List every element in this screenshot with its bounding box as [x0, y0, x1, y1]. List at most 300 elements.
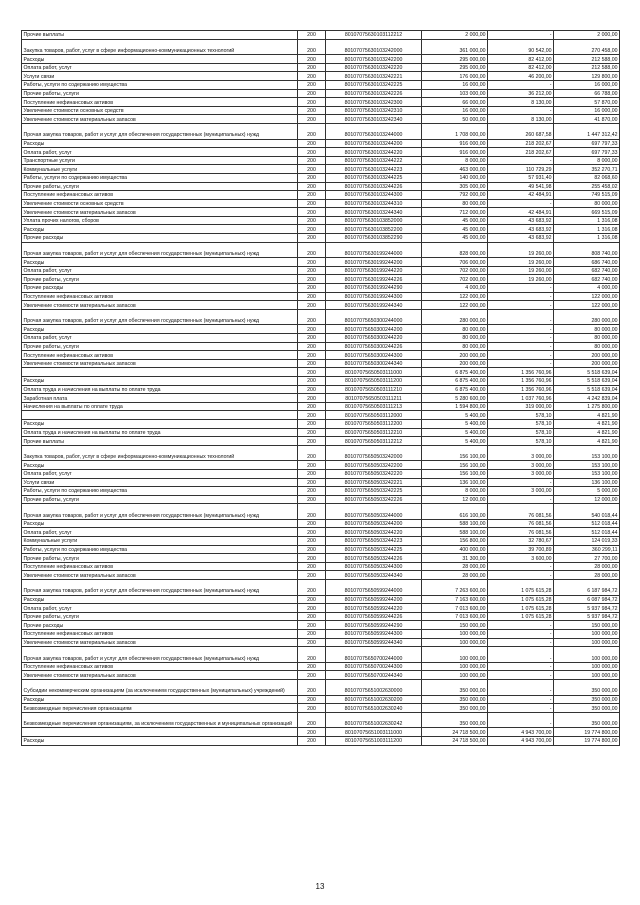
- table-row: [22, 63, 620, 72]
- approved-amount: 5 400,00: [422, 419, 488, 428]
- unexecuted-amount: 5 518 639,04: [554, 385, 620, 394]
- line-code: 200: [298, 275, 326, 284]
- line-code: 200: [298, 89, 326, 98]
- line-code: 200: [298, 31, 326, 40]
- unexecuted-amount: 350 000,00: [554, 704, 620, 713]
- unexecuted-amount: 255 458,02: [554, 182, 620, 191]
- table-row: [22, 461, 620, 470]
- budget-code: 80107075630103244340: [326, 208, 422, 217]
- approved-amount: 6 875 400,00: [422, 385, 488, 394]
- budget-execution-table: [21, 30, 620, 746]
- table-row: [22, 604, 620, 613]
- unexecuted-amount: 682 740,00: [554, 266, 620, 275]
- table-row: [22, 580, 620, 596]
- row-name: Прочая закупка товаров, работ и услуг для обеспечения государственных (муниципальных) нужд: [22, 504, 298, 520]
- table-row: [22, 487, 620, 496]
- table-row: [22, 266, 620, 275]
- executed-amount: 3 000,00: [488, 487, 554, 496]
- executed-amount: 1 075 615,28: [488, 595, 554, 604]
- executed-amount: 49 541,98: [488, 182, 554, 191]
- table-row: [22, 728, 620, 737]
- line-code: 200: [298, 309, 326, 325]
- budget-code: 80107075630103244000: [326, 123, 422, 139]
- budget-code: 80107075650503242000: [326, 445, 422, 461]
- executed-amount: -: [488, 638, 554, 647]
- table-row: [22, 419, 620, 428]
- executed-amount: -: [488, 351, 554, 360]
- unexecuted-amount: 1 275 800,00: [554, 402, 620, 411]
- budget-code: 80107075650503111213: [326, 402, 422, 411]
- budget-code: 80107075651003111200: [326, 736, 422, 745]
- row-name: Поступление нефинансовых активов: [22, 630, 298, 639]
- row-name: Закупка товаров, работ, услуг в сфере информационно-коммуникационных технологий: [22, 39, 298, 55]
- line-code: 200: [298, 419, 326, 428]
- budget-code: 80107075650503244000: [326, 504, 422, 520]
- unexecuted-amount: 8 000,00: [554, 156, 620, 165]
- unexecuted-amount: 124 019,33: [554, 537, 620, 546]
- budget-report-page: [21, 30, 619, 746]
- table-body: [22, 31, 620, 746]
- unexecuted-amount: 350 000,00: [554, 712, 620, 728]
- unexecuted-amount: 27 700,00: [554, 554, 620, 563]
- line-code: 200: [298, 284, 326, 293]
- approved-amount: 100 000,00: [422, 638, 488, 647]
- approved-amount: 156 100,00: [422, 469, 488, 478]
- budget-code: 80107075650503242220: [326, 469, 422, 478]
- table-row: [22, 704, 620, 713]
- unexecuted-amount: 100 000,00: [554, 638, 620, 647]
- line-code: 200: [298, 504, 326, 520]
- unexecuted-amount: 4 821,90: [554, 437, 620, 446]
- executed-amount: -: [488, 31, 554, 40]
- table-row: [22, 258, 620, 267]
- budget-code: 80107075650503111200: [326, 376, 422, 385]
- row-name: Расходы: [22, 519, 298, 528]
- executed-amount: 19 260,00: [488, 266, 554, 275]
- row-name: Расходы: [22, 139, 298, 148]
- approved-amount: 6 875 400,00: [422, 368, 488, 377]
- approved-amount: 706 000,00: [422, 258, 488, 267]
- executed-amount: -: [488, 478, 554, 487]
- executed-amount: 3 000,00: [488, 469, 554, 478]
- budget-code: 80107075630103242220: [326, 63, 422, 72]
- row-name: [22, 411, 298, 420]
- executed-amount: 42 484,91: [488, 208, 554, 217]
- table-row: [22, 115, 620, 124]
- executed-amount: -: [488, 309, 554, 325]
- unexecuted-amount: 57 870,00: [554, 98, 620, 107]
- unexecuted-amount: 352 270,71: [554, 165, 620, 174]
- executed-amount: -: [488, 662, 554, 671]
- table-row: [22, 309, 620, 325]
- executed-amount: 319 000,00: [488, 402, 554, 411]
- approved-amount: 361 000,00: [422, 39, 488, 55]
- unexecuted-amount: 540 018,44: [554, 504, 620, 520]
- row-name: Увеличение стоимости материальных запасов: [22, 671, 298, 680]
- executed-amount: -: [488, 495, 554, 504]
- row-name: Увеличение стоимости материальных запасов: [22, 571, 298, 580]
- unexecuted-amount: 4 242 839,04: [554, 394, 620, 403]
- line-code: 200: [298, 63, 326, 72]
- table-row: [22, 342, 620, 351]
- unexecuted-amount: 512 018,44: [554, 519, 620, 528]
- budget-code: 80107075650503244340: [326, 571, 422, 580]
- unexecuted-amount: 100 000,00: [554, 662, 620, 671]
- unexecuted-amount: 350 000,00: [554, 695, 620, 704]
- approved-amount: 122 000,00: [422, 292, 488, 301]
- budget-code: 80107075650503242200: [326, 461, 422, 470]
- approved-amount: 616 100,00: [422, 504, 488, 520]
- unexecuted-amount: 1 316,08: [554, 225, 620, 234]
- executed-amount: 3 000,00: [488, 445, 554, 461]
- row-name: Увеличение стоимости материальных запасов: [22, 115, 298, 124]
- unexecuted-amount: 129 800,00: [554, 72, 620, 81]
- table-row: [22, 621, 620, 630]
- approved-amount: 7 013 600,00: [422, 604, 488, 613]
- unexecuted-amount: 270 458,00: [554, 39, 620, 55]
- line-code: 200: [298, 72, 326, 81]
- budget-code: 80107075630103852000: [326, 216, 422, 225]
- line-code: 200: [298, 80, 326, 89]
- row-name: Прочая закупка товаров, работ и услуг для обеспечения государственных (муниципальных) нужд: [22, 123, 298, 139]
- table-row: [22, 394, 620, 403]
- line-code: 200: [298, 165, 326, 174]
- unexecuted-amount: 100 000,00: [554, 671, 620, 680]
- unexecuted-amount: 749 515,09: [554, 191, 620, 200]
- table-row: [22, 504, 620, 520]
- budget-code: 80107075650700244000: [326, 647, 422, 663]
- table-row: [22, 216, 620, 225]
- budget-code: 80107075651002630240: [326, 704, 422, 713]
- table-row: [22, 469, 620, 478]
- budget-code: 80107075630103242310: [326, 106, 422, 115]
- line-code: 200: [298, 554, 326, 563]
- row-name: Услуги связи: [22, 72, 298, 81]
- row-name: Увеличение стоимости материальных запасов: [22, 638, 298, 647]
- budget-code: 80107075651002630242: [326, 712, 422, 728]
- executed-amount: -: [488, 571, 554, 580]
- approved-amount: 5 400,00: [422, 428, 488, 437]
- budget-code: 80107075650599244226: [326, 612, 422, 621]
- executed-amount: -: [488, 679, 554, 695]
- approved-amount: 305 000,00: [422, 182, 488, 191]
- budget-code: 80107075650503112210: [326, 428, 422, 437]
- line-code: 200: [298, 216, 326, 225]
- table-row: [22, 234, 620, 243]
- row-name: Уплата прочих налогов, сборов: [22, 216, 298, 225]
- approved-amount: 100 000,00: [422, 647, 488, 663]
- executed-amount: 578,10: [488, 411, 554, 420]
- approved-amount: 350 000,00: [422, 695, 488, 704]
- row-name: Транспортные услуги: [22, 156, 298, 165]
- line-code: 200: [298, 199, 326, 208]
- executed-amount: -: [488, 334, 554, 343]
- table-row: [22, 402, 620, 411]
- approved-amount: 28 000,00: [422, 562, 488, 571]
- row-name: [22, 368, 298, 377]
- approved-amount: 80 000,00: [422, 334, 488, 343]
- table-row: [22, 478, 620, 487]
- budget-code: 80107075630103112212: [326, 31, 422, 40]
- unexecuted-amount: 212 588,00: [554, 55, 620, 64]
- executed-amount: -: [488, 342, 554, 351]
- executed-amount: 1 075 615,28: [488, 580, 554, 596]
- row-name: Прочие работы, услуги: [22, 89, 298, 98]
- table-row: [22, 275, 620, 284]
- executed-amount: -: [488, 80, 554, 89]
- approved-amount: 702 000,00: [422, 275, 488, 284]
- line-code: 200: [298, 98, 326, 107]
- line-code: 200: [298, 351, 326, 360]
- unexecuted-amount: 12 000,00: [554, 495, 620, 504]
- table-row: [22, 55, 620, 64]
- line-code: 200: [298, 437, 326, 446]
- row-name: Расходы: [22, 595, 298, 604]
- unexecuted-amount: 1 316,08: [554, 216, 620, 225]
- row-name: Прочая закупка товаров, работ и услуг для обеспечения государственных (муниципальных) нужд: [22, 242, 298, 258]
- row-name: Прочая закупка товаров, работ и услуг для обеспечения государственных (муниципальных) нужд: [22, 309, 298, 325]
- budget-code: 80107075630103852200: [326, 225, 422, 234]
- row-name: Прочие расходы: [22, 284, 298, 293]
- unexecuted-amount: 200 000,00: [554, 359, 620, 368]
- table-row: [22, 80, 620, 89]
- table-row: [22, 139, 620, 148]
- executed-amount: 4 943 700,00: [488, 728, 554, 737]
- line-code: 200: [298, 266, 326, 275]
- budget-code: 80107075630103244300: [326, 191, 422, 200]
- table-row: [22, 612, 620, 621]
- budget-code: 80107075650503244220: [326, 528, 422, 537]
- executed-amount: 76 081,56: [488, 519, 554, 528]
- line-code: 200: [298, 647, 326, 663]
- line-code: 200: [298, 469, 326, 478]
- row-name: Расходы: [22, 461, 298, 470]
- row-name: Поступление нефинансовых активов: [22, 191, 298, 200]
- executed-amount: 218 202,67: [488, 148, 554, 157]
- table-row: [22, 334, 620, 343]
- unexecuted-amount: 1 447 312,42: [554, 123, 620, 139]
- approved-amount: 463 000,00: [422, 165, 488, 174]
- executed-amount: 19 260,00: [488, 275, 554, 284]
- unexecuted-amount: 682 740,00: [554, 275, 620, 284]
- row-name: Услуги связи: [22, 478, 298, 487]
- table-row: [22, 376, 620, 385]
- line-code: 200: [298, 225, 326, 234]
- budget-code: 80107075650503112000: [326, 411, 422, 420]
- row-name: Расходы: [22, 376, 298, 385]
- budget-code: 80107075630103242300: [326, 98, 422, 107]
- unexecuted-amount: 153 100,00: [554, 461, 620, 470]
- row-name: Расходы: [22, 55, 298, 64]
- executed-amount: 110 729,29: [488, 165, 554, 174]
- unexecuted-amount: 686 740,00: [554, 258, 620, 267]
- unexecuted-amount: 66 788,00: [554, 89, 620, 98]
- row-name: Работы, услуги по содержанию имущества: [22, 80, 298, 89]
- budget-code: 80107075651002630200: [326, 695, 422, 704]
- executed-amount: 1 037 760,96: [488, 394, 554, 403]
- table-row: [22, 571, 620, 580]
- approved-amount: 828 000,00: [422, 242, 488, 258]
- table-row: [22, 445, 620, 461]
- executed-amount: 57 931,40: [488, 173, 554, 182]
- approved-amount: 8 000,00: [422, 156, 488, 165]
- unexecuted-amount: 5 518 639,04: [554, 368, 620, 377]
- unexecuted-amount: 28 000,00: [554, 562, 620, 571]
- table-row: [22, 545, 620, 554]
- budget-code: 80107075650503242225: [326, 487, 422, 496]
- budget-code: 80107075650503244225: [326, 545, 422, 554]
- unexecuted-amount: 122 000,00: [554, 301, 620, 310]
- approved-amount: 16 000,00: [422, 80, 488, 89]
- approved-amount: 45 000,00: [422, 216, 488, 225]
- budget-code: 80107075650300244200: [326, 325, 422, 334]
- executed-amount: 19 260,00: [488, 258, 554, 267]
- budget-code: 80107075650599244290: [326, 621, 422, 630]
- executed-amount: 43 683,92: [488, 216, 554, 225]
- line-code: 200: [298, 638, 326, 647]
- table-row: [22, 437, 620, 446]
- line-code: 200: [298, 182, 326, 191]
- row-name: Увеличение стоимости основных средств: [22, 106, 298, 115]
- executed-amount: -: [488, 671, 554, 680]
- row-name: Оплата работ, услуг: [22, 148, 298, 157]
- budget-code: 80107075650503111210: [326, 385, 422, 394]
- approved-amount: 5 400,00: [422, 437, 488, 446]
- budget-code: 80107075650503112212: [326, 437, 422, 446]
- unexecuted-amount: 100 000,00: [554, 630, 620, 639]
- approved-amount: 7 163 600,00: [422, 595, 488, 604]
- budget-code: 80107075650599244340: [326, 638, 422, 647]
- approved-amount: 156 800,00: [422, 537, 488, 546]
- executed-amount: 39 700,89: [488, 545, 554, 554]
- line-code: 200: [298, 359, 326, 368]
- approved-amount: 66 000,00: [422, 98, 488, 107]
- row-name: Увеличение стоимости материальных запасов: [22, 301, 298, 310]
- row-name: Работы, услуги по содержанию имущества: [22, 173, 298, 182]
- table-row: [22, 199, 620, 208]
- unexecuted-amount: 4 821,90: [554, 419, 620, 428]
- row-name: Оплата работ, услуг: [22, 528, 298, 537]
- line-code: 200: [298, 292, 326, 301]
- table-row: [22, 495, 620, 504]
- row-name: Расходы: [22, 695, 298, 704]
- budget-code: 80107075650503242226: [326, 495, 422, 504]
- row-name: Увеличение стоимости основных средств: [22, 199, 298, 208]
- unexecuted-amount: 100 000,00: [554, 647, 620, 663]
- row-name: Поступление нефинансовых активов: [22, 98, 298, 107]
- approved-amount: 16 000,00: [422, 106, 488, 115]
- table-row: [22, 537, 620, 546]
- unexecuted-amount: 5 000,00: [554, 487, 620, 496]
- budget-code: 80107075650503112200: [326, 419, 422, 428]
- line-code: 200: [298, 208, 326, 217]
- row-name: Прочие расходы: [22, 234, 298, 243]
- budget-code: 80107075650300244226: [326, 342, 422, 351]
- table-row: [22, 72, 620, 81]
- table-row: [22, 284, 620, 293]
- table-row: [22, 411, 620, 420]
- unexecuted-amount: 41 870,00: [554, 115, 620, 124]
- line-code: 200: [298, 148, 326, 157]
- budget-code: 80107075630199244340: [326, 301, 422, 310]
- unexecuted-amount: 136 100,00: [554, 478, 620, 487]
- row-name: Коммунальные услуги: [22, 165, 298, 174]
- line-code: 200: [298, 736, 326, 745]
- budget-code: 80107075630199244220: [326, 266, 422, 275]
- budget-code: 80107075630103244226: [326, 182, 422, 191]
- unexecuted-amount: 697 797,33: [554, 148, 620, 157]
- table-row: [22, 679, 620, 695]
- unexecuted-amount: 200 000,00: [554, 351, 620, 360]
- table-row: [22, 528, 620, 537]
- table-row: [22, 31, 620, 40]
- row-name: Увеличение стоимости материальных запасов: [22, 208, 298, 217]
- approved-amount: 350 000,00: [422, 704, 488, 713]
- unexecuted-amount: 697 797,33: [554, 139, 620, 148]
- line-code: 200: [298, 191, 326, 200]
- row-name: Расходы: [22, 258, 298, 267]
- line-code: 200: [298, 545, 326, 554]
- budget-code: 80107075630103244222: [326, 156, 422, 165]
- table-row: [22, 156, 620, 165]
- table-row: [22, 662, 620, 671]
- executed-amount: -: [488, 712, 554, 728]
- executed-amount: -: [488, 106, 554, 115]
- budget-code: 80107075630199244290: [326, 284, 422, 293]
- unexecuted-amount: 16 000,00: [554, 106, 620, 115]
- executed-amount: 260 687,58: [488, 123, 554, 139]
- row-name: Прочие работы, услуги: [22, 275, 298, 284]
- unexecuted-amount: 512 018,44: [554, 528, 620, 537]
- line-code: 200: [298, 728, 326, 737]
- budget-code: 80107075650503242221: [326, 478, 422, 487]
- executed-amount: 19 260,00: [488, 242, 554, 258]
- line-code: 200: [298, 368, 326, 377]
- table-row: [22, 208, 620, 217]
- line-code: 200: [298, 301, 326, 310]
- table-row: [22, 173, 620, 182]
- budget-code: 80107075650700244340: [326, 671, 422, 680]
- budget-code: 80107075650599244220: [326, 604, 422, 613]
- row-name: Поступление нефинансовых активов: [22, 562, 298, 571]
- executed-amount: 3 600,00: [488, 554, 554, 563]
- executed-amount: 82 412,00: [488, 55, 554, 64]
- table-row: [22, 385, 620, 394]
- unexecuted-amount: 5 937 984,72: [554, 604, 620, 613]
- approved-amount: 400 000,00: [422, 545, 488, 554]
- table-row: [22, 325, 620, 334]
- executed-amount: 32 780,67: [488, 537, 554, 546]
- executed-amount: -: [488, 562, 554, 571]
- table-row: [22, 106, 620, 115]
- table-row: [22, 647, 620, 663]
- line-code: 200: [298, 376, 326, 385]
- approved-amount: 7 263 600,00: [422, 580, 488, 596]
- approved-amount: 136 100,00: [422, 478, 488, 487]
- executed-amount: -: [488, 325, 554, 334]
- executed-amount: 1 356 760,96: [488, 368, 554, 377]
- budget-code: 80107075630103852290: [326, 234, 422, 243]
- unexecuted-amount: 669 515,09: [554, 208, 620, 217]
- executed-amount: 1 356 760,96: [488, 385, 554, 394]
- executed-amount: -: [488, 704, 554, 713]
- unexecuted-amount: 82 068,60: [554, 173, 620, 182]
- budget-code: 80107075650503244226: [326, 554, 422, 563]
- row-name: Расходы: [22, 225, 298, 234]
- line-code: 200: [298, 630, 326, 639]
- row-name: Прочие работы, услуги: [22, 342, 298, 351]
- line-code: 200: [298, 411, 326, 420]
